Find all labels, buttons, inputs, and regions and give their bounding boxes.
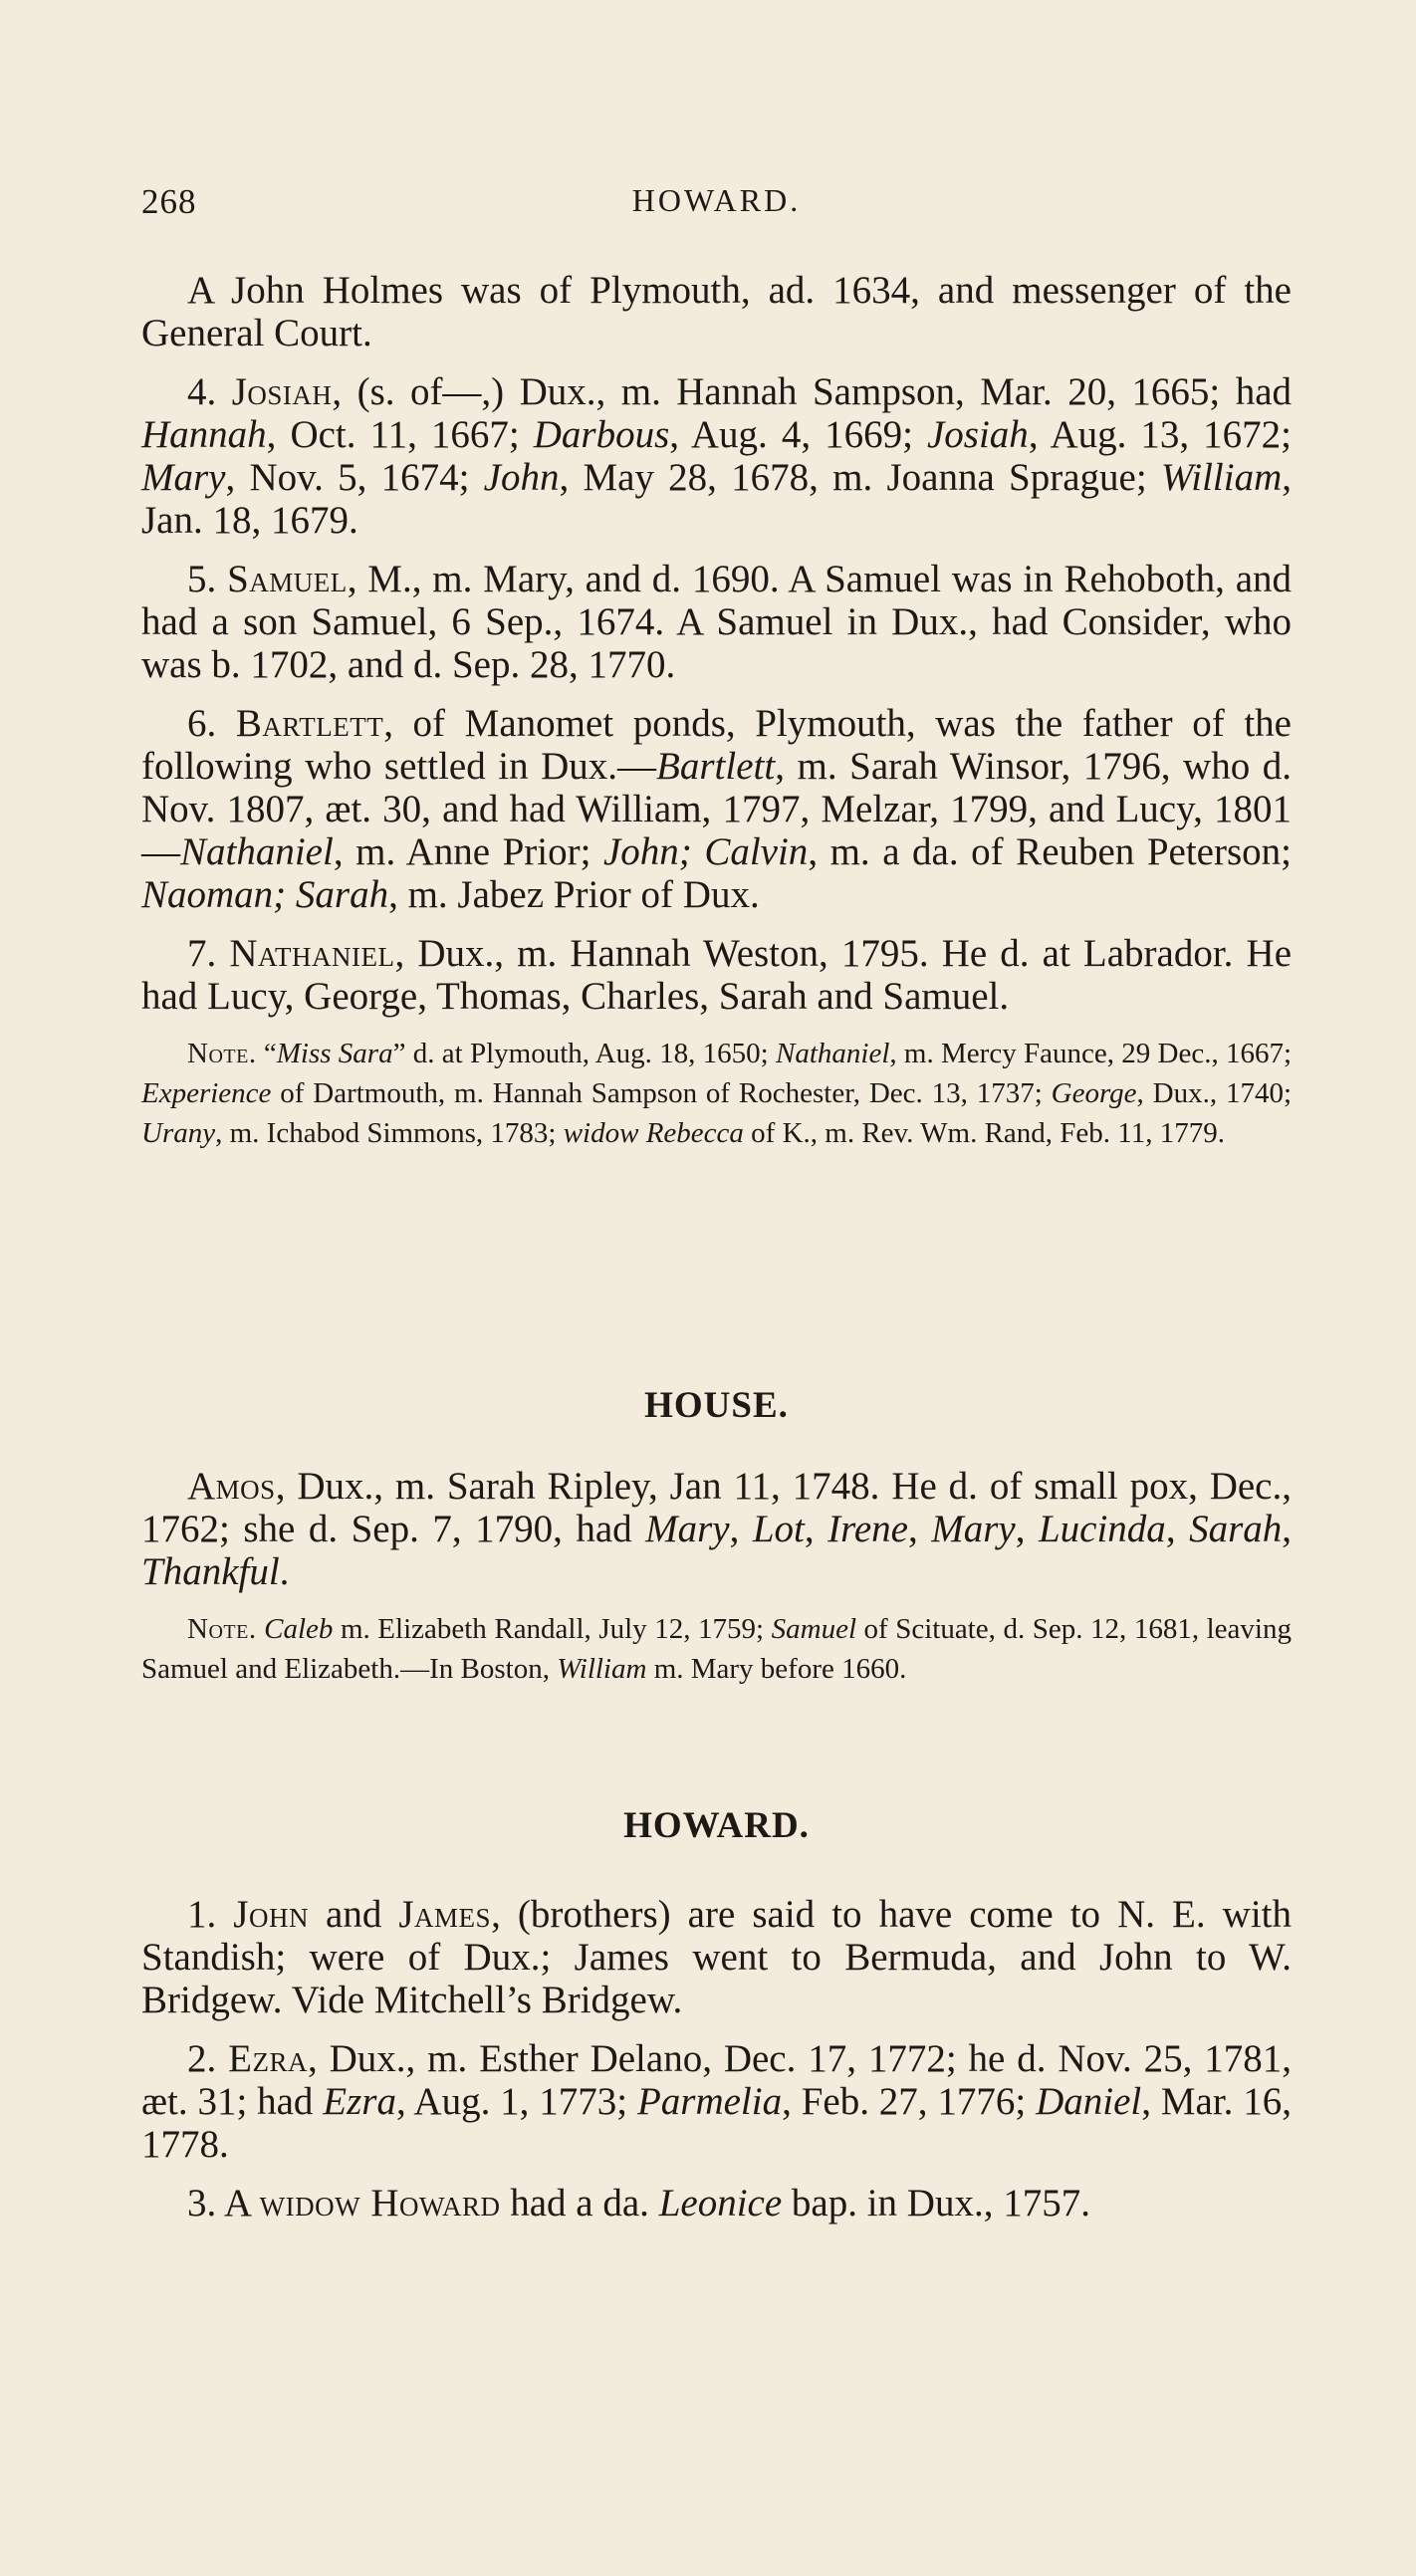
house-entry-amos: Amos, Dux., m. Sarah Ripley, Jan 11, 1748. He d. of small pox, Dec., 1762; she d. Sep. 7, 1790, had Mary, Lot, Irene, Mary, Lucinda, Sarah, Thankful.	[141, 1465, 1292, 1593]
howard-entry-1: 1. John and James, (brothers) are said to have come to N. E. with Standish; were of Dux.; James went to Bermuda, and John to W. Bridgew. Vide Mitchell’s Bridgew.	[141, 1893, 1292, 2021]
running-head	[141, 182, 1292, 234]
entry-name: Samuel	[227, 558, 348, 600]
holmes-note: Note. “Miss Sara” d. at Plymouth, Aug. 18, 1650; Nathaniel, m. Mercy Faunce, 29 Dec., 1667; Experience of Dartmouth, m. Hannah Sampson of Rochester, Dec. 13, 1737; George, Dux., 1740; Urany, m. Ichabod Simmons, 1783; widow Rebecca of K., m. Rev. Wm. Rand, Feb. 11, 1779.	[141, 1038, 1293, 1149]
note-label: Note.	[187, 1038, 257, 1069]
holmes-intro-paragraph: A John Holmes was of Plymouth, ad. 1634, and messenger of the General Court.	[141, 269, 1292, 354]
entry-4-josiah: 4. Josiah, (s. of—,) Dux., m. Hannah Sampson, Mar. 20, 1665; had Hannah, Oct. 11, 1667; Darbous, Aug. 4, 1669; Josiah, Aug. 13, 1672; Mary, Nov. 5, 1674; John, May 28, 1678, m. Joanna Sprague; William, Jan. 18, 1679.	[141, 370, 1293, 542]
entry-5-samuel: 5. Samuel, M., m. Mary, and d. 1690. A Samuel was in Rehoboth, and had a son Samuel, 6 Sep., 1674. A Samuel in Dux., had Consider, who was b. 1702, and d. Sep. 28, 1770.	[141, 558, 1293, 686]
entry-6-bartlett: 6. Bartlett, of Manomet ponds, Plymouth, was the father of the following who settled in Dux.—Bartlett, m. Sarah Winsor, 1796, who d. Nov. 1807, æt. 30, and had William, 1797, Melzar, 1799, and Lucy, 1801—Nathaniel, m. Anne Prior; John; Calvin, m. a da. of Reuben Peterson; Naoman; Sarah, m. Jabez Prior of Dux.	[141, 702, 1292, 916]
howard-section	[141, 1804, 1292, 2225]
note-label: Note.	[187, 1613, 257, 1645]
running-title: HOWARD.	[631, 182, 802, 218]
howard-entry-2: 2. Ezra, Dux., m. Esther Delano, Dec. 17, 1772; he d. Nov. 25, 1781, æt. 31; had Ezra, Aug. 1, 1773; Parmelia, Feb. 27, 1776; Daniel, Mar. 16, 1778.	[141, 2037, 1292, 2166]
entry-name: John	[233, 1893, 309, 1936]
entry-name: James	[398, 1893, 492, 1936]
howard-entry-3: 3. A widow Howard had a da. Leonice bap. in Dux., 1757.	[187, 2182, 1090, 2225]
page-number: 268	[141, 182, 197, 221]
entry-name: Amos	[187, 1465, 276, 1508]
house-section	[141, 1384, 1292, 1689]
entry-name: Ezra	[228, 2037, 308, 2080]
entry-name: Bartlett	[235, 702, 384, 745]
section-heading-howard: HOWARD.	[623, 1805, 810, 1846]
entry-7-nathaniel: 7. Nathaniel, Dux., m. Hannah Weston, 1795. He d. at Labrador. He had Lucy, George, Thomas, Charles, Sarah and Samuel.	[141, 932, 1293, 1018]
section-heading-house: HOUSE.	[644, 1385, 789, 1426]
holmes-section	[141, 269, 1292, 1153]
house-note: Note. Caleb m. Elizabeth Randall, July 12, 1759; Samuel of Scituate, d. Sep. 12, 1681, leaving Samuel and Elizabeth.—In Boston, William m. Mary before 1660.	[141, 1613, 1292, 1685]
entry-name: widow Howard	[259, 2182, 501, 2225]
entry-name: Nathaniel	[229, 932, 395, 975]
entry-name: Josiah	[231, 370, 333, 413]
